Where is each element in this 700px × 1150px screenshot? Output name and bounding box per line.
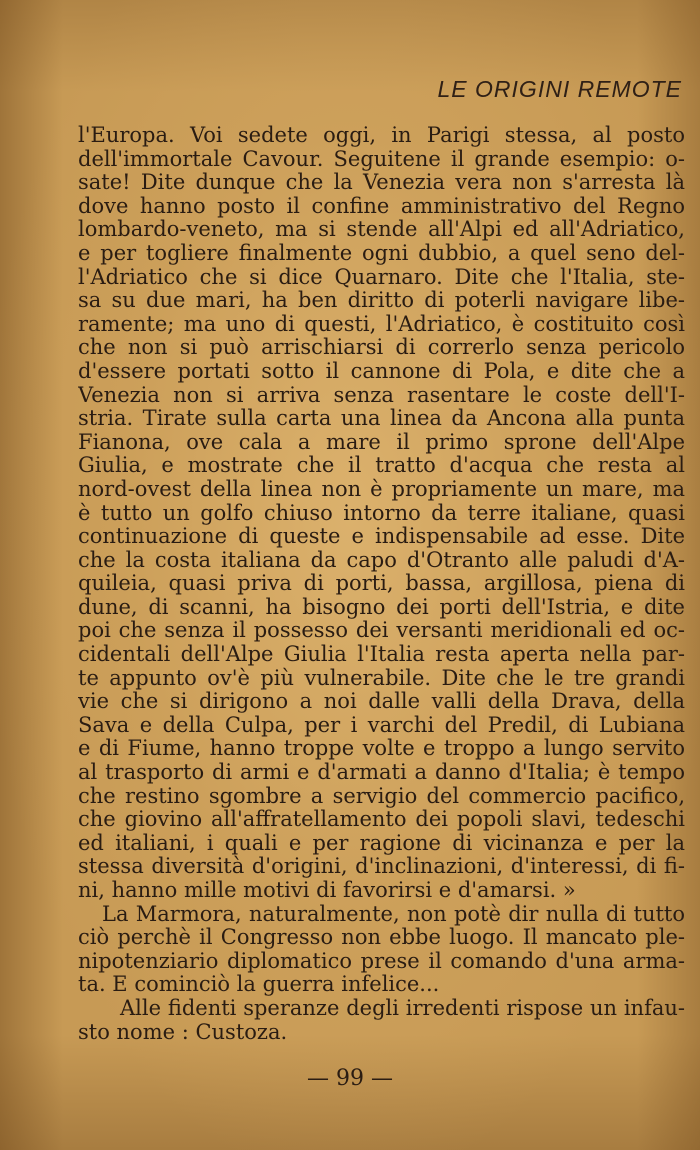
text-line: sa su due mari, ha ben diritto di poterli navigare libe- <box>78 289 685 313</box>
text-line: lombardo-veneto, ma si stende all'Alpi ed all'Adriatico, <box>78 218 685 242</box>
text-line: che la costa italiana da capo d'Otranto alle paludi d'A- <box>78 548 685 572</box>
text-line: che restino sgombre a servigio del commercio pacifico, <box>78 784 685 808</box>
text-line: continuazione di queste e indispensabile ad esse. Dite <box>78 525 685 549</box>
text-line: e per togliere finalmente ogni dubbio, a quel seno del- <box>78 241 685 265</box>
text-line: te appunto ov'è più vulnerabile. Dite che le tre grandi <box>78 666 685 690</box>
text-line: ta. E cominciò la guerra infelice... <box>78 973 440 997</box>
text-line: Alle fidenti speranze degli irredenti rispose un infau- <box>120 996 685 1020</box>
text-line: al trasporto di armi e d'armati a danno d'Italia; è tempo <box>78 761 685 785</box>
text-line: sate! Dite dunque che la Venezia vera non s'arresta là <box>78 171 685 195</box>
text-line: che giovino all'affratellamento dei popoli slavi, tedeschi <box>78 808 685 832</box>
text-line: l'Europa. Voi sedete oggi, in Parigi stessa, al posto <box>78 124 685 147</box>
text-line: ramente; ma uno di questi, l'Adriatico, è costituito così <box>78 312 685 336</box>
text-line: ciò perchè il Congresso non ebbe luogo. Il mancato ple- <box>78 926 685 950</box>
text-line: è tutto un golfo chiuso intorno da terre italiane, quasi <box>78 501 685 525</box>
running-title: LE ORIGINI REMOTE <box>437 76 682 102</box>
text-line: Venezia non si arriva senza rasentare le coste dell'I- <box>78 383 685 407</box>
text-line: Fianona, ove cala a mare il primo sprone dell'Alpe <box>78 430 685 454</box>
text-line: nord-ovest della linea non è propriamente un mare, ma <box>78 477 685 501</box>
text-line: La Marmora, naturalmente, non potè dir nulla di tutto <box>102 902 685 926</box>
text-line: Sava e della Culpa, per i varchi del Predil, di Lubiana <box>78 713 685 737</box>
text-line: stria. Tirate sulla carta una linea da Ancona alla punta <box>78 407 685 431</box>
text-line: cidentali dell'Alpe Giulia l'Italia resta aperta nella par- <box>78 643 685 667</box>
text-line: che non si può arrischiarsi di correrlo senza pericolo <box>78 336 685 360</box>
text-line: dell'immortale Cavour. Seguitene il grande esempio: o- <box>78 147 685 171</box>
text-line: ni, hanno mille motivi di favorirsi e d'amarsi. » <box>78 879 576 902</box>
text-line: d'essere portati sotto il cannone di Pola, e dite che a <box>78 359 685 383</box>
text-line: nipotenziario diplomatico prese il comando d'una arma- <box>78 949 685 973</box>
text-line: poi che senza il possesso dei versanti meridionali ed oc- <box>78 619 685 643</box>
body-text <box>78 124 685 1044</box>
text-line: Giulia, e mostrate che il tratto d'acqua che resta al <box>78 454 685 478</box>
text-line: vie che si dirigono a noi dalle valli della Drava, della <box>78 690 685 714</box>
text-line: quileia, quasi priva di porti, bassa, argillosa, piena di <box>78 572 685 596</box>
text-line: dune, di scanni, ha bisogno dei porti dell'Istria, e dite <box>78 595 685 619</box>
text-line: sto nome : Custoza. <box>78 1020 288 1044</box>
text-line: stessa diversità d'origini, d'inclinazioni, d'interessi, di fi- <box>78 855 685 879</box>
page-number: — 99 — <box>307 1066 393 1091</box>
text-line: dove hanno posto il confine amministrativo del Regno <box>78 194 685 218</box>
text-line: e di Fiume, hanno troppe volte e troppo a lungo servito <box>78 737 685 761</box>
text-line: ed italiani, i quali e per ragione di vicinanza e per la <box>78 831 685 855</box>
text-line: l'Adriatico che si dice Quarnaro. Dite che l'Italia, ste- <box>78 265 685 289</box>
